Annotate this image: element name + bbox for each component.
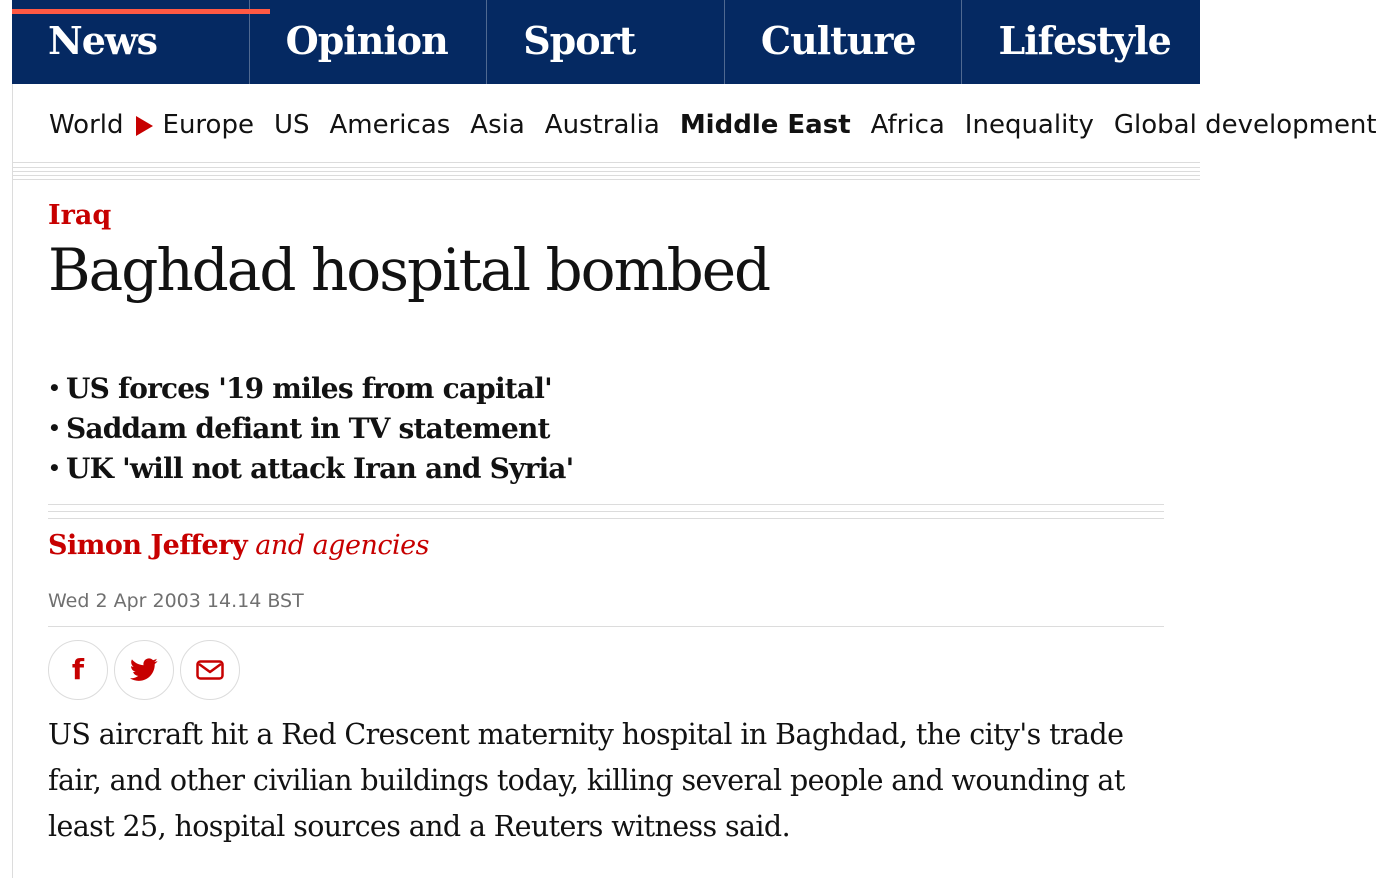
pillar-lifestyle[interactable] — [962, 0, 1200, 84]
pillar-label: Culture — [760, 18, 916, 63]
share-email-button[interactable] — [180, 640, 240, 700]
facebook-icon: f — [71, 653, 85, 686]
share-buttons — [48, 640, 246, 700]
share-facebook-button[interactable] — [48, 640, 108, 700]
subnav-item-middle-east[interactable]: Middle East — [679, 110, 851, 140]
article-headline: Baghdad hospital bombed — [48, 236, 770, 304]
pillar-label: Lifestyle — [998, 18, 1171, 63]
publication-date: Wed 2 Apr 2003 14.14 BST — [48, 590, 304, 612]
sub-nav-list — [49, 110, 1397, 140]
sub-nav — [12, 84, 1377, 164]
pillar-nav — [12, 0, 1200, 84]
section-divider-lines — [12, 167, 1200, 183]
standfirst-item: • Saddam defiant in TV statement — [48, 410, 573, 450]
subnav-item-inequality[interactable]: Inequality — [964, 110, 1094, 140]
subnav-world-marker — [136, 115, 163, 135]
subnav-item-australia[interactable]: Australia — [544, 110, 660, 140]
subnav-item-asia[interactable]: Asia — [470, 110, 525, 140]
share-twitter-button[interactable] — [114, 640, 174, 700]
author-link[interactable]: Simon Jeffery — [48, 530, 248, 561]
subnav-item-world[interactable]: World — [49, 110, 124, 140]
standfirst-list — [48, 370, 573, 490]
subnav-item-global-development[interactable]: Global development — [1113, 110, 1377, 140]
standfirst-item: • UK 'will not attack Iran and Syria' — [48, 450, 573, 490]
standfirst-item: • US forces '19 miles from capital' — [48, 370, 573, 410]
standfirst-divider-lines — [48, 504, 1164, 525]
pillar-label: Sport — [523, 18, 636, 63]
pillar-label: News — [48, 18, 158, 63]
twitter-icon — [130, 658, 158, 682]
arrow-right-icon — [136, 116, 153, 136]
pillar-sport[interactable] — [487, 0, 725, 84]
subnav-item-europe[interactable]: Europe — [162, 110, 254, 140]
pillar-label: Opinion — [285, 18, 448, 63]
subnav-item-us[interactable]: US — [273, 110, 310, 140]
content-border — [12, 164, 13, 878]
article-body: US aircraft hit a Red Crescent maternity hospital in Baghdad, the city's trade fair, and other civilian buildings today, killing several people and wounding at least 25, hospital sources and a Reuters witness said. — [48, 718, 1125, 843]
section-kicker[interactable]: Iraq — [48, 200, 112, 231]
subnav-item-americas[interactable]: Americas — [329, 110, 451, 140]
byline-agencies: and agencies — [255, 530, 429, 561]
email-icon — [196, 660, 224, 680]
subnav-item-africa[interactable]: Africa — [870, 110, 945, 140]
pillar-culture[interactable] — [725, 0, 963, 84]
divider — [48, 626, 1164, 627]
byline — [48, 530, 429, 561]
pillar-news[interactable] — [12, 0, 250, 84]
divider — [12, 162, 1200, 163]
pillar-opinion[interactable] — [250, 0, 488, 84]
